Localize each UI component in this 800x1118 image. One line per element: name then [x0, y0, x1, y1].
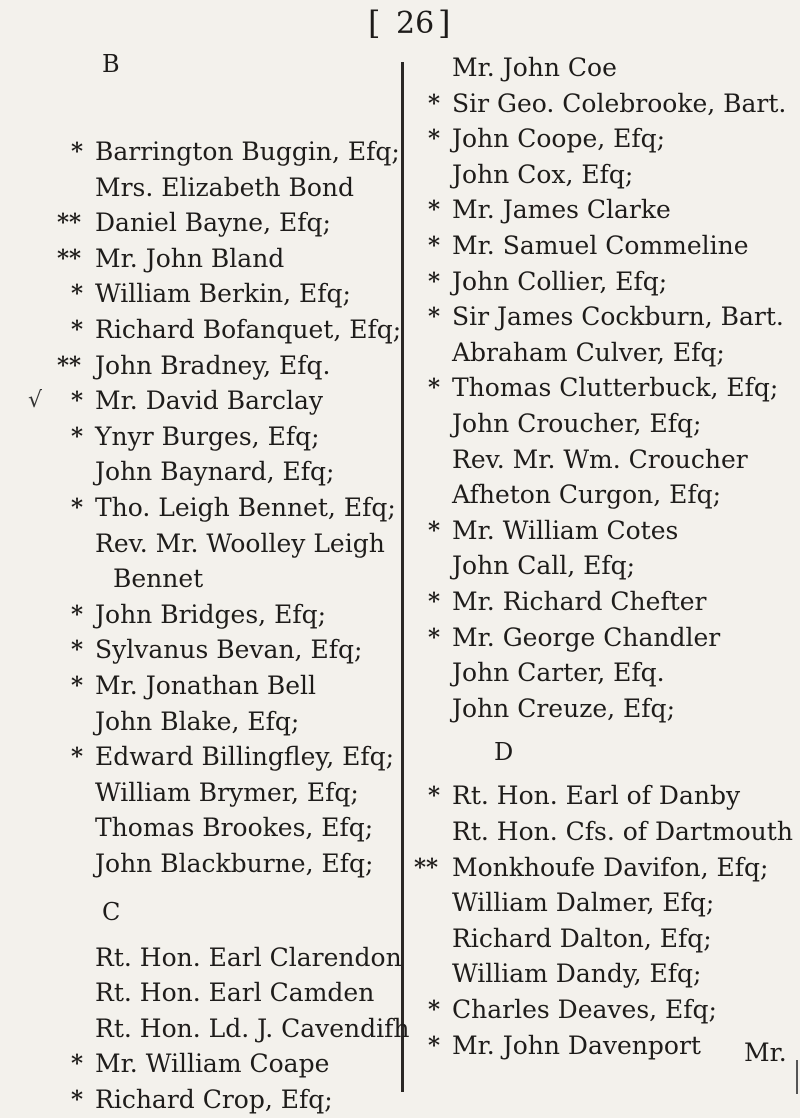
subscriber-name: Rt. Hon. Earl Clarendon: [95, 942, 402, 972]
subscriber-name: Ynyr Burges, Efq;: [95, 421, 320, 451]
subscriber-mark: *: [428, 623, 441, 651]
subscriber-name: William Berkin, Efq;: [95, 279, 351, 309]
subscriber-name: Afheton Curgon, Efq;: [452, 480, 722, 510]
subscriber-name: Charles Deaves, Efq;: [452, 995, 717, 1024]
subscriber-mark: **: [414, 853, 439, 881]
subscriber-name: Rt. Hon. Cfs. of Dartmouth: [452, 817, 793, 846]
header-close-bracket: ]: [438, 4, 451, 42]
subscriber-mark: *: [71, 1086, 84, 1113]
subscriber-mark: *: [71, 743, 84, 771]
subscriber-mark: **: [57, 244, 82, 272]
subscriber-mark: *: [428, 374, 441, 402]
subscriber-mark: *: [428, 196, 441, 224]
subscriber-name: John Bradney, Efq.: [95, 350, 331, 380]
subscriber-name: John Blake, Efq;: [95, 706, 300, 736]
column-divider: [401, 62, 404, 1092]
subscriber-name: Mr. Samuel Commeline: [452, 231, 749, 260]
subscriber-name: Daniel Bayne, Efq;: [95, 208, 331, 238]
subscriber-mark: *: [428, 232, 441, 259]
subscriber-name: John Creuze, Efq;: [452, 693, 675, 723]
subscriber-name: Tho. Leigh Bennet, Efq;: [95, 493, 396, 522]
subscriber-mark: *: [428, 1031, 441, 1059]
subscriber-mark: *: [428, 588, 441, 615]
subscriber-name: Sir James Cockburn, Bart.: [452, 302, 784, 332]
subscriber-name: John Coope, Efq;: [452, 124, 666, 154]
section-letter: C: [102, 897, 121, 926]
catchword: Mr.: [744, 1038, 787, 1067]
subscriber-name: Sir Geo. Colebrooke, Bart.: [452, 88, 787, 118]
subscriber-name: Mr. John Coe: [452, 53, 617, 82]
subscriber-name: Mr. David Barclay: [95, 386, 323, 416]
subscriber-name: Mr. Jonathan Bell: [95, 671, 317, 700]
subscriber-mark: *: [71, 138, 84, 165]
subscriber-name: Thomas Clutterbuck, Efq;: [452, 373, 779, 403]
subscriber-name: Mr. John Davenport: [452, 1030, 701, 1060]
page-edge-rule: [796, 1060, 798, 1094]
section-letter: B: [102, 50, 120, 78]
subscriber-name: Bennet: [113, 564, 204, 594]
subscriber-name: John Croucher, Efq;: [452, 409, 702, 438]
page-header: [0, 4, 800, 44]
subscriber-name: Richard Bofanquet, Efq;: [95, 315, 402, 344]
margin-check-mark: √: [28, 388, 43, 414]
subscriber-name: Richard Dalton, Efq;: [452, 923, 712, 953]
subscriber-mark: *: [428, 516, 441, 544]
subscriber-name: Rt. Hon. Ld. J. Cavendifh: [95, 1013, 410, 1043]
subscriber-name: John Baynard, Efq;: [95, 457, 335, 487]
subscriber-name: John Call, Efq;: [452, 551, 636, 581]
subscriber-name: Abraham Culver, Efq;: [452, 337, 725, 367]
subscriber-mark: *: [71, 636, 84, 664]
subscriber-mark: *: [428, 267, 441, 295]
subscriber-name: Monkhoufe Davifon, Efq;: [452, 852, 769, 882]
subscriber-name: Mrs. Elizabeth Bond: [95, 172, 355, 202]
subscriber-mark: *: [428, 996, 441, 1023]
subscriber-name: Edward Billingfley, Efq;: [95, 742, 395, 772]
subscriber-mark: *: [71, 672, 84, 699]
subscriber-name: John Collier, Efq;: [452, 266, 668, 296]
subscriber-name: Mr. Richard Chefter: [452, 587, 707, 616]
subscriber-name: William Dalmer, Efq;: [452, 888, 715, 918]
page-number: 26: [396, 6, 435, 41]
subscriber-mark: **: [57, 209, 82, 237]
subscriber-name: Mr. James Clarke: [452, 195, 671, 225]
subscriber-mark: **: [57, 351, 82, 379]
subscriber-name: Sylvanus Bevan, Efq;: [95, 635, 363, 665]
subscriber-name: William Dandy, Efq;: [452, 959, 702, 989]
subscriber-mark: *: [428, 89, 441, 117]
subscriber-mark: *: [71, 494, 84, 521]
subscriber-mark: *: [71, 387, 84, 415]
section-letter: D: [494, 738, 514, 767]
subscriber-name: Rt. Hon. Earl Camden: [95, 978, 375, 1008]
subscriber-mark: *: [71, 1050, 84, 1078]
subscriber-mark: *: [428, 303, 441, 331]
subscriber-name: John Bridges, Efq;: [95, 599, 326, 629]
subscriber-name: Mr. William Coape: [95, 1049, 330, 1079]
subscriber-mark: *: [71, 422, 84, 450]
subscriber-name: Richard Crop, Efq;: [95, 1085, 333, 1114]
subscriber-mark: *: [71, 600, 84, 628]
subscriber-name: John Carter, Efq.: [452, 658, 665, 688]
subscriber-mark: *: [428, 125, 441, 153]
subscriber-name: Thomas Brookes, Efq;: [95, 813, 374, 843]
header-open-bracket: [: [368, 4, 381, 42]
subscriber-name: Rt. Hon. Earl of Danby: [452, 781, 741, 811]
subscriber-name: Mr. William Cotes: [452, 515, 679, 545]
subscriber-name: Mr. John Bland: [95, 243, 285, 273]
subscriber-name: Rev. Mr. Wm. Croucher: [452, 444, 748, 474]
subscriber-name: John Cox, Efq;: [452, 159, 634, 189]
subscriber-name: John Blackburne, Efq;: [95, 849, 374, 878]
subscriber-mark: *: [71, 316, 84, 343]
subscriber-name: William Brymer, Efq;: [95, 777, 359, 807]
subscriber-name: Barrington Buggin, Efq;: [95, 137, 400, 166]
subscriber-mark: *: [71, 280, 84, 308]
subscriber-name: Mr. George Chandler: [452, 622, 721, 652]
subscriber-mark: *: [428, 782, 441, 810]
subscriber-name: Rev. Mr. Woolley Leigh: [95, 528, 385, 558]
